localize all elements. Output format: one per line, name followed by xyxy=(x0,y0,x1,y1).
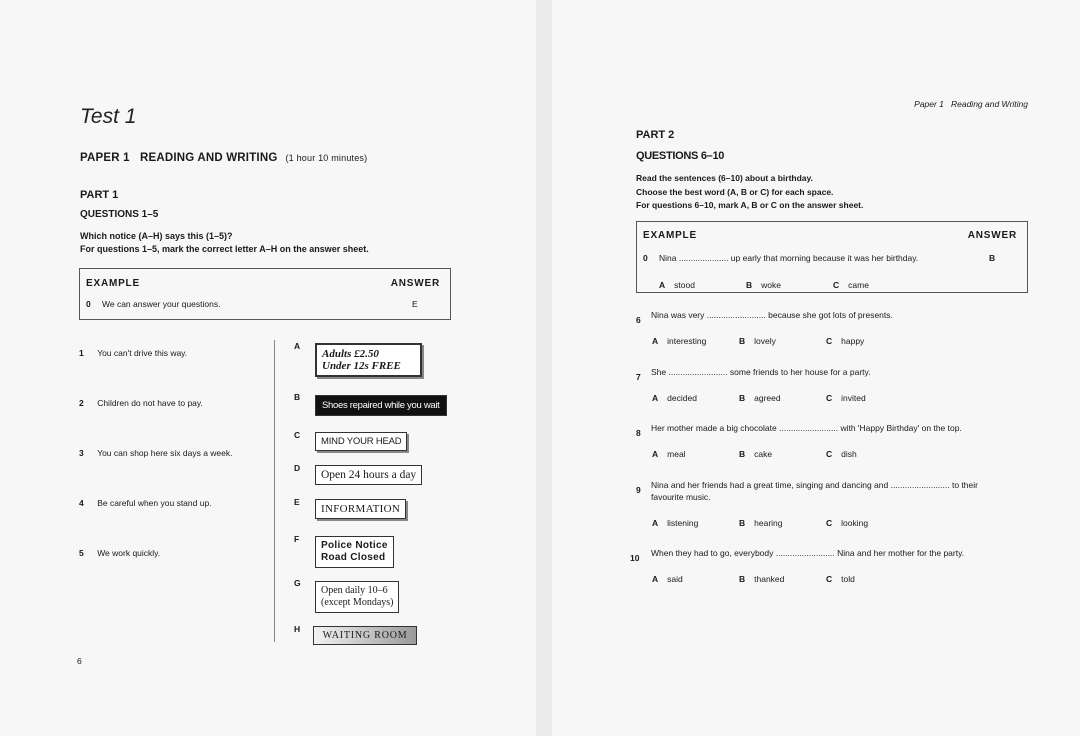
right-page xyxy=(552,0,1080,736)
question-number: 6 xyxy=(636,315,641,325)
example-label: EXAMPLE xyxy=(86,278,140,289)
notice-line: INFORMATION xyxy=(321,503,401,515)
answer-label: ANSWER xyxy=(390,278,440,289)
notice-c xyxy=(315,432,407,451)
option-text: looking xyxy=(841,518,869,528)
item-number: 3 xyxy=(79,448,84,458)
paper-title xyxy=(80,152,367,164)
option-letter: B xyxy=(739,393,746,403)
option-text: came xyxy=(848,280,869,290)
option-letter: B xyxy=(739,574,746,584)
instruction-line: Read the sentences (6–10) about a birthday. xyxy=(636,173,813,183)
notice-line: Road Closed xyxy=(321,552,386,563)
option-letter: A xyxy=(652,449,659,459)
notice-line: Adults £2.50 xyxy=(322,348,379,360)
option-text: dish xyxy=(841,449,857,459)
option-letter: A xyxy=(652,393,659,403)
question-10 xyxy=(630,548,965,566)
list-item xyxy=(79,493,212,511)
notice-b xyxy=(315,395,447,416)
example-answer: E xyxy=(412,299,418,309)
instruction-line: Choose the best word (A, B or C) for each space. xyxy=(636,186,834,197)
example-number: 0 xyxy=(86,299,91,309)
item-text: We work quickly. xyxy=(97,548,161,558)
notice-f xyxy=(315,536,394,568)
running-header: Paper 1 Reading and Writing xyxy=(914,99,1028,109)
option-letter: C xyxy=(826,336,833,346)
instruction-line: For questions 6–10, mark A, B or C on the answer sheet. xyxy=(636,200,864,210)
option-letter: A xyxy=(652,336,659,346)
example-label: EXAMPLE xyxy=(643,230,697,241)
option-letter: C xyxy=(833,280,840,290)
option-letter: C xyxy=(826,449,833,459)
question-6 xyxy=(636,310,893,328)
option xyxy=(739,513,783,531)
notice-h xyxy=(313,626,417,645)
item-number: 5 xyxy=(79,548,84,558)
list-item xyxy=(79,443,233,461)
question-number: 9 xyxy=(636,485,641,495)
example-answer: B xyxy=(989,253,996,263)
example-text: We can answer your questions. xyxy=(102,299,221,309)
option-letter: A xyxy=(652,574,659,584)
notice-line: MIND YOUR HEAD xyxy=(321,436,402,447)
option-text: woke xyxy=(761,280,781,290)
test-title: Test 1 xyxy=(80,105,137,128)
instruction-line: Which notice (A–H) says this (1–5)? xyxy=(80,231,233,241)
option-letter: B xyxy=(739,336,746,346)
option-letter: B xyxy=(739,449,746,459)
notice-letter: B xyxy=(294,392,301,402)
notice-a xyxy=(315,343,422,377)
item-text: Children do not have to pay. xyxy=(97,398,203,408)
notice-letter: F xyxy=(294,534,300,544)
paper-title-text: PAPER 1 READING AND WRITING xyxy=(80,152,278,164)
option xyxy=(826,513,868,531)
example-box xyxy=(79,268,451,320)
notice-d xyxy=(315,465,422,485)
page-number: 6 xyxy=(77,656,82,666)
option-text: cake xyxy=(754,449,773,459)
notice-letter: A xyxy=(294,341,301,351)
question-number: 10 xyxy=(630,553,640,563)
option xyxy=(739,331,776,349)
notice-line: WAITING ROOM xyxy=(322,630,408,641)
option-letter: A xyxy=(652,518,659,528)
question-number: 8 xyxy=(636,428,641,438)
question-text-continued: favourite music. xyxy=(651,492,711,502)
question-text: Nina was very ......................... because she got lots of presents. xyxy=(651,310,893,320)
notice-line: Under 12s FREE xyxy=(322,360,401,372)
option-text: lovely xyxy=(754,336,776,346)
questions-heading: QUESTIONS 6–10 xyxy=(636,150,725,162)
option xyxy=(826,444,857,462)
notice-letter: H xyxy=(294,624,301,634)
item-number: 1 xyxy=(79,348,84,358)
answer-label: ANSWER xyxy=(967,230,1017,241)
option xyxy=(739,388,781,406)
option xyxy=(833,275,869,293)
notice-letter: C xyxy=(294,430,301,440)
option-text: meal xyxy=(667,449,686,459)
question-8 xyxy=(636,423,962,441)
example-text: Nina ..................... up early that morning because it was her birthday. xyxy=(659,253,919,263)
notice-line: Shoes repaired while you wait xyxy=(322,400,440,411)
notice-letter: G xyxy=(294,578,301,588)
item-number: 2 xyxy=(79,398,84,408)
instructions xyxy=(80,230,369,256)
option xyxy=(826,331,864,349)
notice-line: Open daily 10–6 xyxy=(321,585,388,596)
option xyxy=(652,569,683,587)
question-text: Nina and her friends had a great time, singing and dancing and ......................... to their xyxy=(651,480,978,490)
option xyxy=(659,275,695,293)
option-letter: B xyxy=(739,518,746,528)
option-text: hearing xyxy=(754,518,783,528)
left-page xyxy=(0,0,536,736)
option-text: decided xyxy=(667,393,697,403)
list-item xyxy=(79,393,203,411)
duration: (1 hour 10 minutes) xyxy=(285,153,368,163)
questions-heading: QUESTIONS 1–5 xyxy=(80,209,159,220)
option-text: stood xyxy=(674,280,695,290)
item-text: You can shop here six days a week. xyxy=(97,448,233,458)
option xyxy=(652,513,698,531)
option xyxy=(652,388,697,406)
option-text: invited xyxy=(841,393,866,403)
option-letter: C xyxy=(826,393,833,403)
option xyxy=(739,569,784,587)
instruction-line: For questions 1–5, mark the correct letter A–H on the answer sheet. xyxy=(80,244,369,254)
question-text: She ......................... some friends to her house for a party. xyxy=(651,367,871,377)
question-text: When they had to go, everybody ......................... Nina and her mother for the party. xyxy=(651,548,965,558)
option xyxy=(826,569,855,587)
option-letter: B xyxy=(746,280,753,290)
part-heading: PART 2 xyxy=(636,129,675,141)
item-number: 4 xyxy=(79,498,84,508)
notice-g xyxy=(315,581,399,613)
example-box xyxy=(636,221,1028,293)
option xyxy=(652,331,706,349)
option-text: interesting xyxy=(667,336,707,346)
question-number: 7 xyxy=(636,372,641,382)
option-letter: C xyxy=(826,518,833,528)
option-text: thanked xyxy=(754,574,785,584)
option-text: happy xyxy=(841,336,865,346)
question-7 xyxy=(636,367,871,385)
option-letter: A xyxy=(659,280,666,290)
notice-letter: D xyxy=(294,463,301,473)
question-text: Her mother made a big chocolate ......................... with 'Happy Birthday' on the top. xyxy=(651,423,962,433)
notice-line: Police Notice xyxy=(321,540,388,551)
example-number: 0 xyxy=(643,253,648,263)
option xyxy=(746,275,781,293)
item-text: You can't drive this way. xyxy=(97,348,188,358)
option-letter: C xyxy=(826,574,833,584)
option xyxy=(826,388,866,406)
notice-line: Open 24 hours a day xyxy=(321,469,417,481)
option-text: told xyxy=(841,574,855,584)
notice-e xyxy=(315,499,406,519)
option xyxy=(652,444,686,462)
option-text: said xyxy=(667,574,683,584)
list-item xyxy=(79,343,187,361)
notice-letter: E xyxy=(294,497,300,507)
option-text: agreed xyxy=(754,393,781,403)
option-text: listening xyxy=(667,518,699,528)
item-text: Be careful when you stand up. xyxy=(97,498,212,508)
divider xyxy=(274,340,275,642)
part-heading: PART 1 xyxy=(80,189,119,201)
option xyxy=(739,444,772,462)
instructions xyxy=(636,172,863,213)
list-item xyxy=(79,543,160,561)
notice-line: (except Mondays) xyxy=(321,597,394,608)
